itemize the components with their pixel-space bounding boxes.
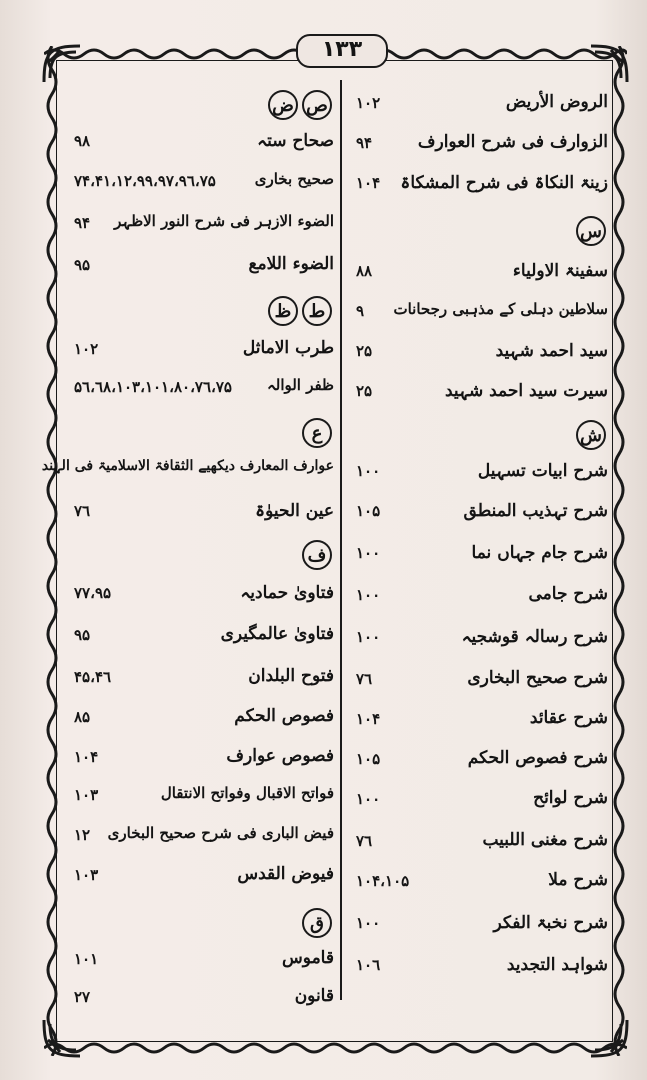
entry-page: ٨٨: [356, 262, 373, 280]
index-entry: [344, 298, 612, 328]
letter-badge: ق: [302, 908, 332, 938]
entry-title: شرح مغنی اللبیب: [482, 830, 608, 850]
entry-title: شرح نخبۃ الفکر: [493, 913, 608, 933]
entry-page: ٩: [356, 302, 365, 320]
index-entry: [344, 868, 612, 898]
index-entry: [344, 540, 612, 570]
index-entry: [344, 952, 612, 982]
entry-title: قانون: [294, 986, 334, 1006]
entry-title: شرح جام جہاں نما: [471, 543, 608, 563]
entry-page: ٢٧: [74, 988, 91, 1006]
index-entry: [62, 580, 338, 610]
entry-page: ١٠٣: [74, 786, 99, 804]
section-letter: [302, 908, 332, 942]
section-letter: [268, 296, 332, 330]
index-entry: [41, 456, 338, 486]
entry-page: ١٠٢: [74, 340, 99, 358]
entry-title: طرب الاماثل: [242, 338, 334, 358]
index-entry: [344, 498, 612, 528]
entry-title: فتوح البلدان: [248, 666, 334, 686]
entry-title: الزوارف فی شرح العوارف: [417, 132, 608, 152]
index-entry: [62, 862, 338, 892]
entry-page: ١٠٠: [356, 914, 381, 932]
index-entry: [62, 704, 338, 734]
entry-title: فصوص عوارف: [226, 746, 334, 766]
entry-title: شرح لوائح: [533, 788, 608, 808]
entry-page: ٨۵: [74, 708, 91, 726]
entry-page: ٧٦: [356, 832, 373, 850]
index-entry: [344, 170, 612, 200]
entry-title: فصوص الحکم: [234, 706, 334, 726]
entry-page: ٧٦: [74, 502, 91, 520]
entry-page: ٩٩،٩٧،٩٦،٧۵،٧۴،۴١،١٢: [74, 172, 216, 190]
index-entry: [344, 338, 612, 368]
entry-page: ١٠۴: [74, 748, 99, 766]
entry-page: ١٠۵: [356, 502, 381, 520]
index-entry: [344, 706, 612, 736]
column-divider: [340, 80, 342, 1000]
entry-title: شرح عقائد: [529, 708, 608, 728]
entry-page: ١٠۵: [356, 750, 381, 768]
entry-page: ١٠٠: [356, 586, 381, 604]
letter-badge: ض: [268, 90, 298, 120]
entry-title: شرح رسالہ قوشجیہ: [461, 627, 608, 647]
entry-page: ١٠٠: [356, 462, 381, 480]
entry-page: ١٠۴: [356, 710, 381, 728]
index-entry: [62, 374, 338, 404]
border-ornament-right: [611, 46, 627, 1056]
section-letter: [576, 420, 606, 454]
entry-title: فیض الباری فی شرح صحیح البخاری: [107, 824, 334, 842]
entry-title: صحیح بخاری: [254, 170, 334, 188]
index-entry: [62, 210, 338, 240]
section-letter: [576, 216, 606, 250]
letter-badge: ش: [576, 420, 606, 450]
entry-page: ٢۵: [356, 342, 373, 360]
index-entry: [62, 664, 338, 694]
letter-badge: ظ: [268, 296, 298, 326]
entry-title: سلاطین دہلی کے مذہبی رجحانات: [393, 300, 608, 318]
index-entry: [62, 128, 338, 158]
letter-badge: ف: [302, 540, 332, 570]
index-entry: [62, 168, 338, 198]
entry-page: ١٠٦: [356, 956, 381, 974]
index-entry: [62, 822, 338, 852]
section-letter: [268, 90, 332, 124]
entry-title: ظفر الوالہ: [266, 376, 334, 394]
entry-title: شرح تہذیب المنطق: [463, 501, 608, 521]
entry-title: شرح فصوص الحکم: [467, 748, 608, 768]
index-entry: [344, 378, 612, 408]
index-entry: [62, 498, 338, 528]
entry-title: شرح صحیح البخاری: [467, 668, 608, 688]
entry-page: ١٠٠: [356, 544, 381, 562]
entry-page: ۴٦،۴۵: [74, 668, 112, 686]
entry-page: ١٠١: [74, 950, 99, 968]
entry-title: زینۃ النکاۃ فی شرح المشکاۃ: [400, 173, 608, 193]
letter-badge: ع: [302, 418, 332, 448]
entry-title: شرح جامی: [528, 584, 608, 604]
entry-title: سیرت سید احمد شہید: [444, 381, 608, 401]
entry-title: فتاویٰ عالمگیری: [220, 624, 334, 644]
index-entry: [344, 130, 612, 160]
index-entry: [62, 336, 338, 366]
entry-title: شرح ابیات تسہیل: [477, 461, 608, 481]
index-entry: [62, 744, 338, 774]
entry-title: الضوء اللامع: [248, 254, 334, 274]
entry-title: عین الحیوٰۃ: [255, 501, 334, 521]
entry-title: صحاح ستہ: [257, 131, 334, 151]
letter-badge: ط: [302, 296, 332, 326]
index-column-right: [344, 0, 612, 1080]
section-letter: [302, 418, 332, 452]
entry-title: فتاویٰ حمادیہ: [240, 583, 334, 603]
entry-title: شرح ملا: [548, 870, 608, 890]
entry-page: ٩٨: [74, 132, 91, 150]
index-entry: [344, 828, 612, 858]
entry-page: ٩۴: [356, 134, 373, 152]
index-entry: [62, 782, 338, 812]
index-entry: [344, 746, 612, 776]
entry-page: ٩۴: [74, 214, 91, 232]
entry-title: شواہد التجدید: [506, 955, 608, 975]
entry-page: ١٠٢: [356, 94, 381, 112]
index-entry: [344, 666, 612, 696]
section-letter: [302, 540, 332, 574]
page-number: ١٣٣: [296, 34, 388, 68]
entry-title: فیوض القدس: [237, 864, 334, 884]
entry-title: سفینۃ الاولیاء: [512, 261, 608, 281]
entry-page: ١٠٠: [356, 628, 381, 646]
letter-badge: س: [576, 216, 606, 246]
index-entry: [344, 624, 612, 654]
index-entry: [344, 786, 612, 816]
index-entry: [62, 946, 338, 976]
entry-title: فواتح الاقبال وفواتح الانتقال: [160, 784, 334, 802]
index-entry: [344, 258, 612, 288]
entry-page: ١٠٠: [356, 790, 381, 808]
entry-title: الروض الأریض: [505, 92, 608, 112]
index-entry: [62, 252, 338, 282]
entry-title: الضوء الازہر فی شرح النور الاظہر: [114, 212, 334, 230]
index-entry: [344, 910, 612, 940]
entry-page: ٧٦: [356, 670, 373, 688]
entry-title: قاموس: [282, 948, 334, 968]
index-entry: [344, 458, 612, 488]
entry-page: ٢۵: [356, 382, 373, 400]
index-entry: [62, 984, 338, 1014]
entry-page: ٩۵،٧٧: [74, 584, 112, 602]
index-entry: [62, 622, 338, 652]
entry-title: سید احمد شہید: [495, 341, 608, 361]
index-entry: [344, 90, 612, 120]
entry-page: ١٠٣: [74, 866, 99, 884]
entry-title: عوارف المعارف دیکھیے الثقافۃ الاسلامیۃ فی الہند: [41, 458, 334, 474]
index-column-left: [41, 0, 338, 1080]
entry-page: ١٠٣،١٠١،٨٠،٧٦،٧۵،٦٨،۵٦: [74, 378, 232, 396]
entry-page: ٩۵: [74, 626, 91, 644]
entry-page: ١٠۴: [356, 174, 381, 192]
letter-badge: ص: [302, 90, 332, 120]
entry-page: ١٠۵،١٠۴: [356, 872, 410, 890]
entry-page: ٩۵: [74, 256, 91, 274]
entry-page: ١٢: [74, 826, 91, 844]
index-entry: [344, 582, 612, 612]
